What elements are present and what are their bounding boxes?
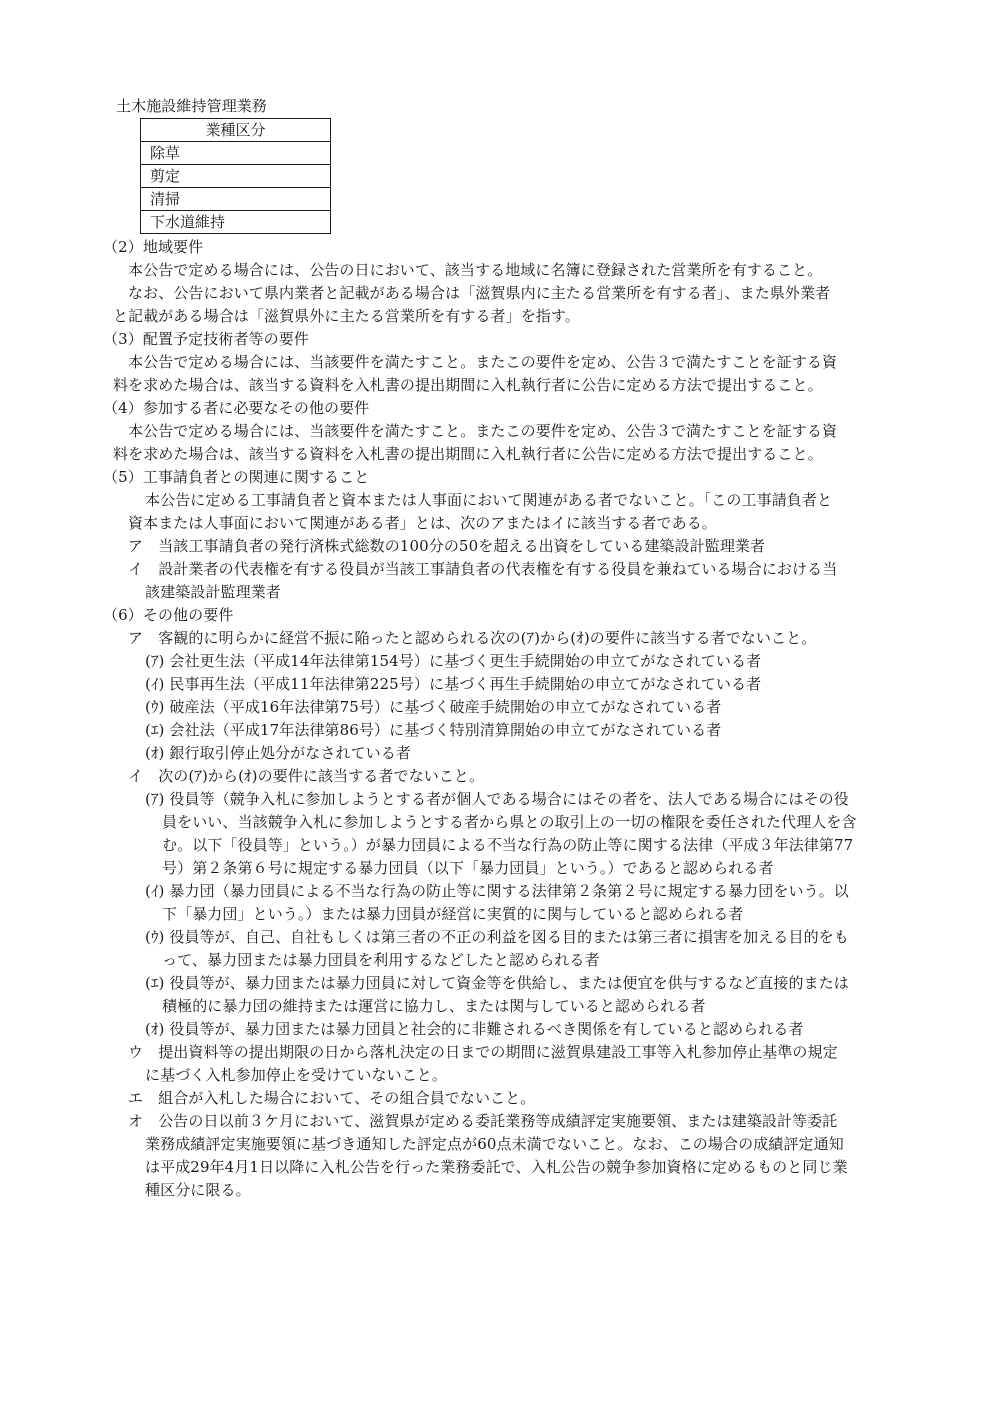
sub-list-item: (ｲ) 暴力団（暴力団員による不当な行為の防止等に関する法律第２条第２号に規定する暴力団をいう。以 [145,882,849,900]
list-item: ア 当該工事請負者の発行済株式総数の100分の50を超える出資をしている建築設計監理業者 [128,537,766,555]
list-item: エ 組合が入札した場合において、その組合員でないこと。 [128,1089,536,1107]
list-item-continuation: 種区分に限る。 [145,1181,251,1199]
sub-list-item: (ｵ) 銀行取引停止処分がなされている者 [145,744,411,762]
section-heading-5: （5）工事請負者との関連に関すること [103,468,370,486]
sub-list-item: (ｱ) 役員等（競争入札に参加しようとする者が個人である場合にはその者を、法人である場合にはその役 [145,790,849,808]
list-item: ウ 提出資料等の提出期限の日から落札決定の日までの期間に滋賀県建設工事等入札参加停止基準の規定 [128,1043,838,1061]
sub-list-item-continuation: って、暴力団または暴力団員を利用するなどしたと認められる者 [162,951,600,969]
sub-list-item: (ｵ) 役員等が、暴力団または暴力団員と社会的に非難されるべき関係を有していると認められる者 [145,1020,804,1038]
sub-list-item-continuation: 下「暴力団」という。）または暴力団員が経営に実質的に関与していると認められる者 [162,905,744,923]
paragraph-line: 本公告で定める場合には、当該要件を満たすこと。またこの要件を定め、公告３で満たすことを証する資 [128,353,838,371]
list-item-continuation: 業務成績評定実施要領に基づき通知した評定点が60点未満でないこと。なお、この場合の成績評定通知 [145,1135,844,1153]
table-row [141,188,331,211]
paragraph-line: と記載がある場合は「滋賀県外に主たる営業所を有する者」を指す。 [113,307,580,325]
paragraph-line: 本公告で定める場合には、公告の日において、該当する地域に名簿に登録された営業所を有すること。 [128,261,823,279]
section-heading-3: （3）配置予定技術者等の要件 [103,330,309,348]
table-cell: 清掃 [141,188,331,211]
sub-list-item: (ｳ) 破産法（平成16年法律第75号）に基づく破産手続開始の申立てがなされている者 [145,698,722,716]
sub-list-item: (ｳ) 役員等が、自己、自社もしくは第三者の不正の利益を図る目的または第三者に損害を加える目的をも [145,928,849,946]
paragraph-line: 料を求めた場合は、該当する資料を入札書の提出期間に入札執行者に公告に定める方法で提出すること。 [113,376,823,394]
list-item-continuation: に基づく入札参加停止を受けていないこと。 [145,1066,448,1084]
paragraph-line: 料を求めた場合は、該当する資料を入札書の提出期間に入札執行者に公告に定める方法で提出すること。 [113,445,823,463]
table-row [141,165,331,188]
section-heading-4: （4）参加する者に必要なその他の要件 [103,399,370,417]
section-heading-6: （6）その他の要件 [103,606,234,624]
list-item: イ 次の(ｱ)から(ｵ)の要件に該当する者でないこと。 [128,767,485,785]
list-item: ア 客観的に明らかに経営不振に陥ったと認められる次の(ｱ)から(ｵ)の要件に該当する者でないこと。 [128,629,817,647]
list-item: イ 設計業者の代表権を有する役員が当該工事請負者の代表権を有する役員を兼ねている場合における当 [128,560,838,578]
table-cell: 下水道維持 [141,211,331,234]
paragraph-line: なお、公告において県内業者と記載がある場合は「滋賀県内に主たる営業所を有する者」、また県外業者 [128,284,831,302]
paragraph-line: 資本または人事面において関連がある者」とは、次のアまたはイに該当する者である。 [128,514,717,532]
table-row [141,211,331,234]
paragraph-line: 本公告に定める工事請負者と資本または人事面において関連がある者でないこと。「この工事請負者と [145,491,833,509]
table-row [141,142,331,165]
table-header-row [141,119,331,142]
table-header-cell: 業種区分 [141,119,331,142]
table-cell: 除草 [141,142,331,165]
sub-list-item-continuation: 積極的に暴力団の維持または運営に協力し、または関与していると認められる者 [162,997,706,1015]
sub-list-item-continuation: む。以下「役員等」という。）が暴力団員による不当な行為の防止等に関する法律（平成３年法律第77 [162,836,854,854]
business-category-table [140,118,331,234]
list-item-continuation: 該建築設計監理業者 [145,583,281,601]
table-cell: 剪定 [141,165,331,188]
table-caption: 土木施設維持管理業務 [116,97,268,115]
sub-list-item-continuation: 号）第２条第６号に規定する暴力団員（以下「暴力団員」という。）であると認められる者 [162,859,774,877]
sub-list-item: (ｴ) 会社法（平成17年法律第86号）に基づく特別清算開始の申立てがなされている者 [145,721,722,739]
list-item-continuation: は平成29年4月1日以降に入札公告を行った業務委託で、入札公告の競争参加資格に定めるものと同じ業 [145,1158,848,1176]
paragraph-line: 本公告で定める場合には、当該要件を満たすこと。またこの要件を定め、公告３で満たすことを証する資 [128,422,838,440]
list-item: オ 公告の日以前３ケ月において、滋賀県が定める委託業務等成績評定実施要領、または建築設計等委託 [128,1112,838,1130]
sub-list-item: (ｴ) 役員等が、暴力団または暴力団員に対して資金等を供給し、または便宜を供与するなど直接的または [145,974,849,992]
sub-list-item-continuation: 員をいい、当該競争入札に参加しようとする者から県との取引上の一切の権限を委任された代理人を含 [162,813,857,831]
sub-list-item: (ｱ) 会社更生法（平成14年法律第154号）に基づく更生手続開始の申立てがなされている者 [145,652,762,670]
sub-list-item: (ｲ) 民事再生法（平成11年法律第225号）に基づく再生手続開始の申立てがなされている者 [145,675,762,693]
section-heading-2: （2）地域要件 [103,238,204,256]
